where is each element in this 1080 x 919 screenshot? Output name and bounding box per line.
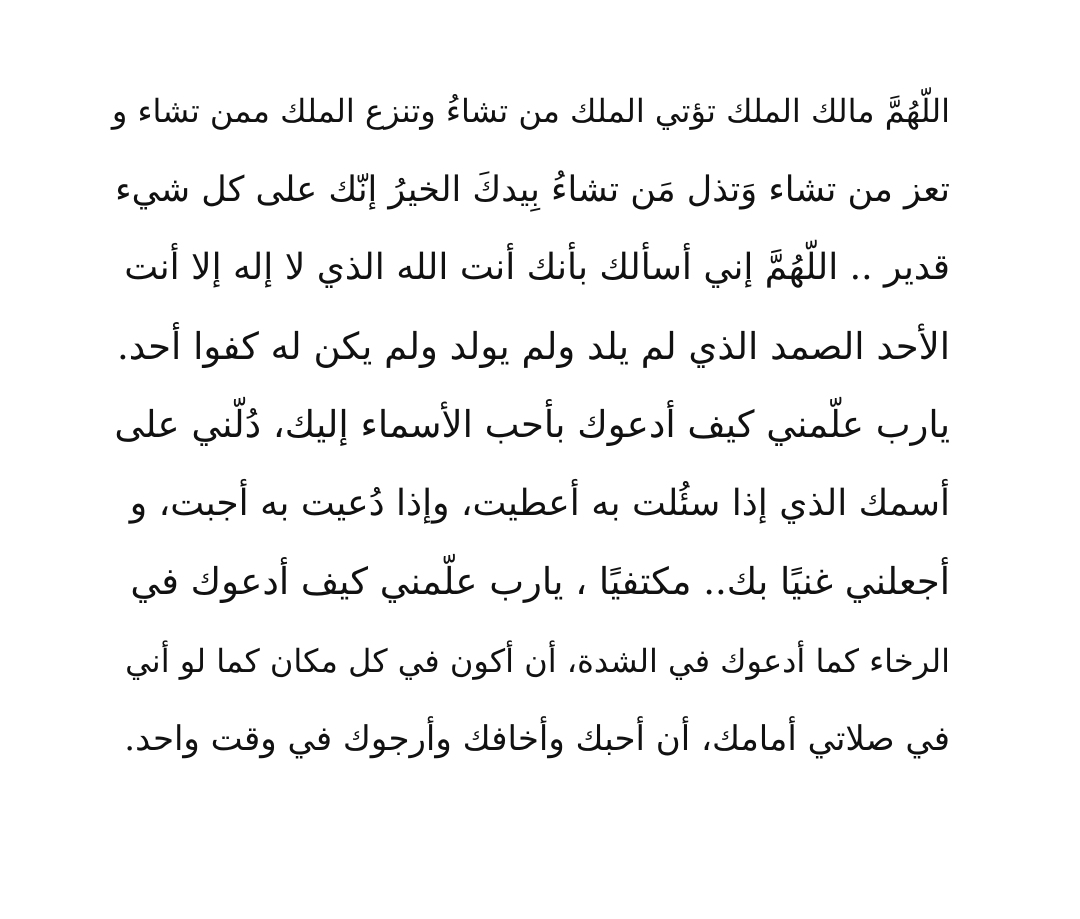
text-line-9: في صلاتي أمامك، أن أحبك وأخافك وأرجوك في وقت واحد. bbox=[124, 719, 950, 759]
text-line-2: تعز من تشاء وَتذل مَن تشاءُ بِيدكَ الخيرُ إنّك على كل شيء bbox=[115, 169, 950, 210]
text-line-7: أجعلني غنيًا بك.. مكتفيًا ، يارب علّمني كيف أدعوك في bbox=[130, 560, 950, 603]
text-line-4: الأحد الصمد الذي لم يلد ولم يولد ولم يكن له كفوا أحد. bbox=[116, 324, 950, 368]
text-line-5: يارب علّمني كيف أدعوك بأحب الأسماء إليك، دُلّني على bbox=[114, 403, 950, 446]
text-line-3: قدير .. اللّهُمَّ إني أسألك بأنك أنت الله الذي لا إله إلا أنت bbox=[124, 247, 950, 288]
text-line-6: أسمك الذي إذا سئُلت به أعطيت، وإذا دُعيت به أجبت، و bbox=[129, 482, 950, 524]
text-line-8: الرخاء كما أدعوك في الشدة، أن أكون في كل مكان كما لو أني bbox=[125, 641, 950, 680]
prayer-text-block bbox=[108, 72, 950, 779]
text-line-1: اللّهُمَّ مالك الملك تؤتي الملك من تشاءُ وتنزع الملك ممن تشاء و bbox=[111, 92, 950, 130]
